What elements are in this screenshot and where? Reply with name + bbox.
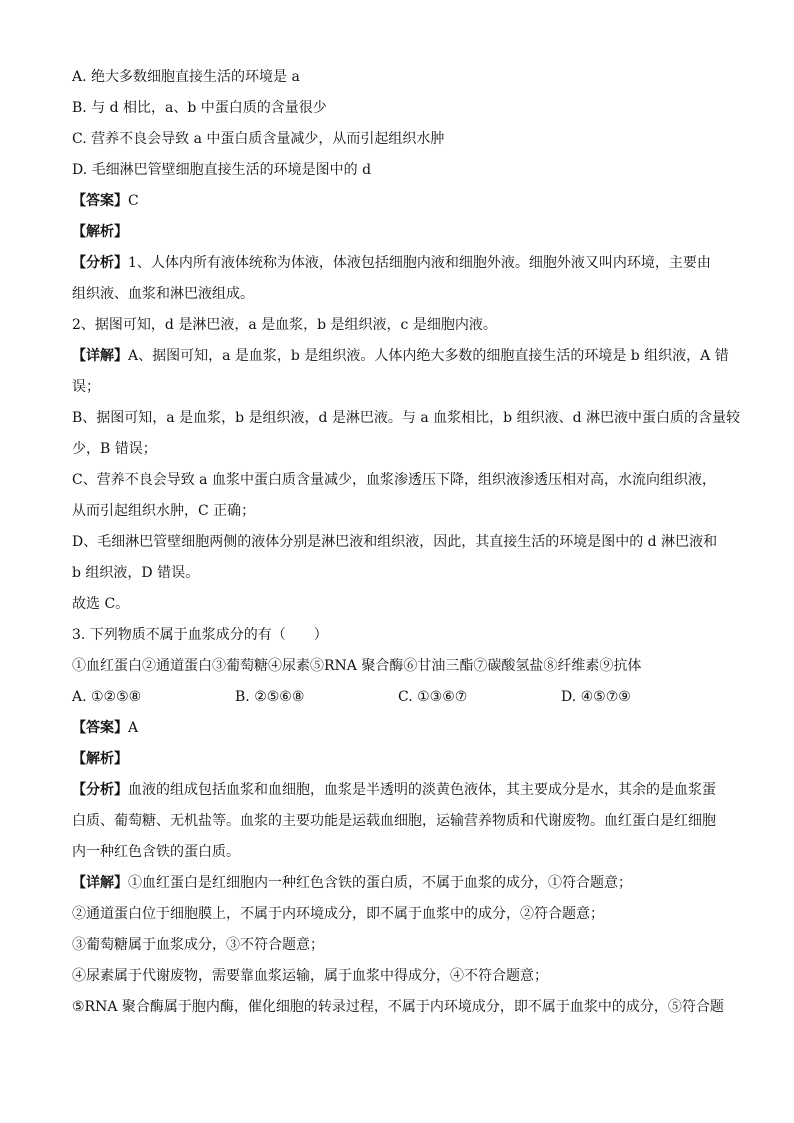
option-c: C. ①③⑥⑦ bbox=[398, 689, 468, 705]
analysis-line: 白质、葡萄糖、无机盐等。血浆的主要功能是运载血细胞，运输营养物质和代谢废物。血红蛋白是红细胞 bbox=[72, 813, 716, 829]
analysis-line: 组织液、血浆和淋巴液组成。 bbox=[72, 286, 254, 302]
analysis-line: 内一种红色含铁的蛋白质。 bbox=[72, 844, 240, 860]
fenxi-tag: 【分析】 bbox=[72, 255, 128, 271]
detail-line: B、据图可知，a 是血浆，b 是组织液，d 是淋巴液。与 a 血浆相比，b 组织液、d 淋巴液中蛋白质的含量较 bbox=[72, 410, 740, 426]
analysis-tag: 【解析】 bbox=[72, 224, 128, 240]
detail-line: C、营养不良会导致 a 血浆中蛋白质含量减少，血浆渗透压下降，组织液渗透压相对高，水流向组织液， bbox=[72, 472, 716, 488]
xiangjie-tag: 【详解】 bbox=[72, 875, 128, 891]
analysis-text: 血液的组成包括血浆和血细胞，血浆是半透明的淡黄色液体，其主要成分是水，其余的是血浆蛋 bbox=[128, 782, 716, 798]
detail-text: A、据图可知，a 是血浆，b 是组织液。人体内绝大多数的细胞直接生活的环境是 b 组织液，A 错 bbox=[128, 348, 729, 364]
detail-line: 误； bbox=[72, 379, 100, 395]
question-items: ①血红蛋白②通道蛋白③葡萄糖④尿素⑤RNA 聚合酶⑥甘油三酯⑦碳酸氢盐⑧纤维素⑨抗体 bbox=[72, 658, 642, 674]
analysis-line bbox=[72, 775, 732, 806]
detail-line bbox=[72, 341, 732, 372]
question-stem: 3. 下列物质不属于血浆成分的有（ ） bbox=[72, 627, 328, 643]
detail-line bbox=[72, 868, 732, 899]
analysis-tag: 【解析】 bbox=[72, 751, 128, 767]
detail-line: 少，B 错误； bbox=[72, 441, 157, 457]
detail-line: ④尿素属于代谢废物，需要靠血浆运输，属于血浆中得成分，④不符合题意； bbox=[72, 968, 548, 984]
analysis-text: 1、人体内所有液体统称为体液，体液包括细胞内液和细胞外液。细胞外液又叫内环境，主要由 bbox=[128, 255, 711, 271]
analysis-line bbox=[72, 248, 732, 279]
answer-tag: 【答案】 bbox=[72, 720, 128, 736]
answer-value: A bbox=[128, 720, 139, 736]
answer-value: C bbox=[128, 193, 139, 209]
answer-tag: 【答案】 bbox=[72, 193, 128, 209]
document-page bbox=[72, 62, 740, 1023]
xiangjie-tag: 【详解】 bbox=[72, 348, 128, 364]
detail-text: ①血红蛋白是红细胞内一种红色含铁的蛋白质，不属于血浆的成分，①符合题意； bbox=[128, 875, 632, 891]
analysis-heading bbox=[72, 744, 732, 775]
option-a: A. 绝大多数细胞直接生活的环境是 a bbox=[72, 69, 300, 85]
analysis-heading bbox=[72, 217, 732, 248]
detail-line: ⑤RNA 聚合酶属于胞内酶，催化细胞的转录过程，不属于内环境成分，即不属于血浆中的成分，⑤符合题 bbox=[72, 999, 724, 1015]
option-d: D. 毛细淋巴管壁细胞直接生活的环境是图中的 d bbox=[72, 162, 372, 178]
option-b: B. 与 d 相比，a、b 中蛋白质的含量很少 bbox=[72, 100, 327, 116]
answer-line bbox=[72, 713, 732, 744]
option-c: C. 营养不良会导致 a 中蛋白质含量减少，从而引起组织水肿 bbox=[72, 131, 445, 147]
analysis-line: 2、据图可知，d 是淋巴液，a 是血浆，b 是组织液，c 是细胞内液。 bbox=[72, 317, 497, 333]
detail-line: D、毛细淋巴管壁细胞两侧的液体分别是淋巴液和组织液，因此，其直接生活的环境是图中的 d 淋巴液和 bbox=[72, 534, 718, 550]
detail-line: 从而引起组织水肿，C 正确； bbox=[72, 503, 256, 519]
option-b: B. ②⑤⑥⑧ bbox=[235, 689, 305, 705]
detail-line: ②通道蛋白位于细胞膜上，不属于内环境成分，即不属于血浆中的成分，②符合题意； bbox=[72, 906, 604, 922]
question-options bbox=[72, 682, 732, 713]
answer-line bbox=[72, 186, 732, 217]
fenxi-tag: 【分析】 bbox=[72, 782, 128, 798]
option-a: A. ①②⑤⑧ bbox=[72, 689, 142, 705]
option-d: D. ④⑤⑦⑨ bbox=[561, 689, 631, 705]
conclusion-line: 故选 C。 bbox=[72, 596, 130, 612]
detail-line: b 组织液，D 错误。 bbox=[72, 565, 200, 581]
detail-line: ③葡萄糖属于血浆成分，③不符合题意； bbox=[72, 937, 324, 953]
